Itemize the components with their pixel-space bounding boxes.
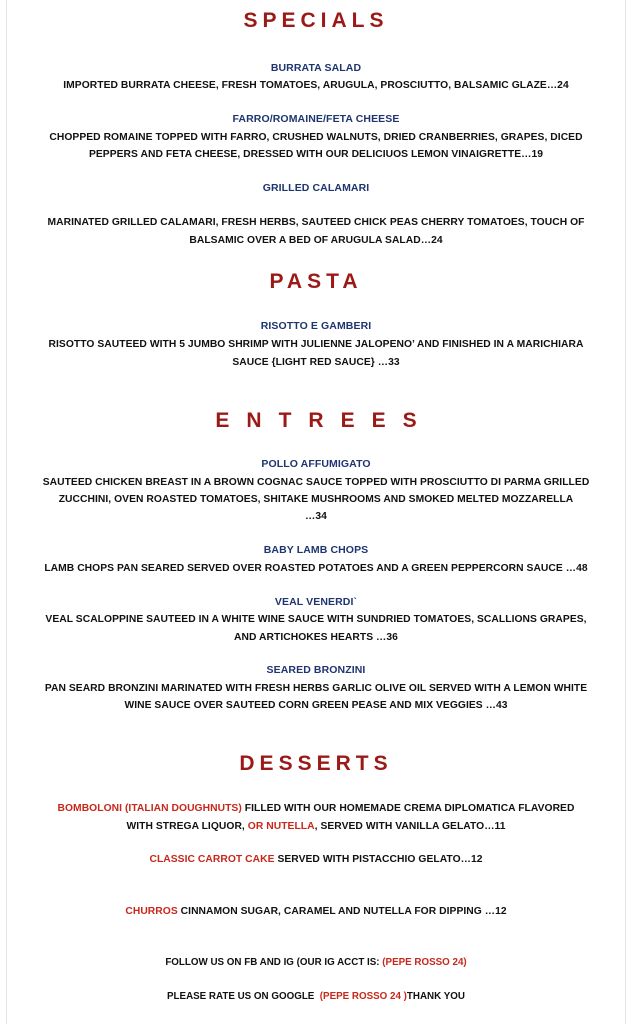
dish-description: IMPORTED BURRATA CHEESE, FRESH TOMATOES, ARUGULA, PROSCIUTTO, BALSAMIC GLAZE…24 bbox=[63, 80, 569, 91]
dessert-text: FILLED WITH OUR HOMEMADE CREMA DIPLOMATICA FLAVORED bbox=[241, 803, 575, 814]
dish-description: LAMB CHOPS PAN SEARED SERVED OVER ROASTED POTATOES AND A GREEN PEPPERCORN SAUCE …48 bbox=[44, 563, 588, 574]
dish-description: PEPPERS AND FETA CHEESE, DRESSED WITH OUR DELICIUOS LEMON VINAIGRETTE…19 bbox=[88, 149, 544, 160]
dessert-text: WITH STREGA LIQUOR, bbox=[126, 821, 248, 832]
dish-name: POLLO AFFUMIGATO bbox=[261, 458, 371, 470]
dessert-name: CHURROS bbox=[125, 906, 178, 917]
footer-google-name: (PEPE ROSSO 24 ) bbox=[319, 991, 407, 1002]
dessert-description bbox=[0, 818, 632, 835]
dish-description: CHOPPED ROMAINE TOPPED WITH FARRO, CRUSHED WALNUTS, DRIED CRANBERRIES, GRAPES, DICED bbox=[49, 132, 583, 143]
dish-description: PAN SEARD BRONZINI MARINATED WITH FRESH HERBS GARLIC OLIVE OIL SERVED WITH A LEMON WHITE bbox=[44, 683, 588, 694]
dish-description: RISOTTO SAUTEED WITH 5 JUMBO SHRIMP WITH JULIENNE JALOPENO’ AND FINISHED IN A MARICHIARA bbox=[48, 339, 584, 350]
dish-description: WINE SAUCE OVER SAUTEED CORN GREEN PEASE AND MIX VEGGIES …43 bbox=[124, 700, 508, 711]
dessert-text: SERVED WITH PISTACCHIO GELATO…12 bbox=[274, 854, 483, 865]
dish-name: RISOTTO E GAMBERI bbox=[260, 320, 372, 332]
dish-name: FARRO/ROMAINE/FETA CHEESE bbox=[232, 113, 400, 125]
footer-rate bbox=[0, 991, 632, 1002]
dish-name: VEAL VENERDI` bbox=[274, 596, 358, 608]
footer-follow bbox=[0, 957, 632, 968]
footer-thanks: THANK YOU bbox=[406, 991, 465, 1002]
footer-ig-account: (PEPE ROSSO 24) bbox=[382, 957, 467, 968]
dessert-text: CINNAMON SUGAR, CARAMEL AND NUTELLA FOR DIPPING …12 bbox=[177, 906, 507, 917]
dish-description: AND ARTICHOKES HEARTS …36 bbox=[234, 632, 398, 643]
dish-name: GRILLED CALAMARI bbox=[262, 182, 370, 194]
dish-name: BURRATA SALAD bbox=[270, 62, 362, 74]
section-title-specials: SPECIALS bbox=[243, 9, 389, 32]
dish-description: …34 bbox=[305, 511, 327, 522]
section-title-desserts: DESSERTS bbox=[239, 752, 393, 775]
dessert-description bbox=[0, 851, 632, 868]
dish-description: ZUCCHINI, OVEN ROASTED TOMATOES, SHITAKE MUSHROOMS AND SMOKED MELTED MOZZARELLA bbox=[58, 494, 574, 505]
dish-description: VEAL SCALOPPINE SAUTEED IN A WHITE WINE SAUCE WITH SUNDRIED TOMATOES, SCALLIONS GRAPES, bbox=[45, 614, 587, 625]
dish-name: BABY LAMB CHOPS bbox=[263, 544, 369, 556]
dish-description: SAUTEED CHICKEN BREAST IN A BROWN COGNAC SAUCE TOPPED WITH PROSCIUTTO DI PARMA GRILLED bbox=[42, 477, 590, 488]
footer-follow-text: FOLLOW US ON FB AND IG (OUR IG ACCT IS: bbox=[165, 957, 383, 968]
dessert-option: OR NUTELLA bbox=[247, 821, 315, 832]
dessert-name: BOMBOLONI (ITALIAN DOUGHNUTS) bbox=[57, 803, 242, 814]
footer-rate-text: PLEASE RATE US ON GOOGLE bbox=[167, 991, 320, 1002]
dessert-text: , SERVED WITH VANILLA GELATO…11 bbox=[314, 821, 506, 832]
dish-description: MARINATED GRILLED CALAMARI, FRESH HERBS, SAUTEED CHICK PEAS CHERRY TOMATOES, TOUCH OF bbox=[47, 217, 585, 228]
dessert-description bbox=[0, 800, 632, 817]
dessert-name: CLASSIC CARROT CAKE bbox=[149, 854, 275, 865]
dish-description: SAUCE {LIGHT RED SAUCE} …33 bbox=[232, 357, 400, 368]
section-title-entrees: ENTREES bbox=[215, 409, 434, 432]
dessert-description bbox=[0, 903, 632, 920]
dish-description: BALSAMIC OVER A BED OF ARUGULA SALAD…24 bbox=[189, 235, 443, 246]
section-title-pasta: PASTA bbox=[269, 270, 363, 293]
dish-name: SEARED BRONZINI bbox=[266, 664, 366, 676]
